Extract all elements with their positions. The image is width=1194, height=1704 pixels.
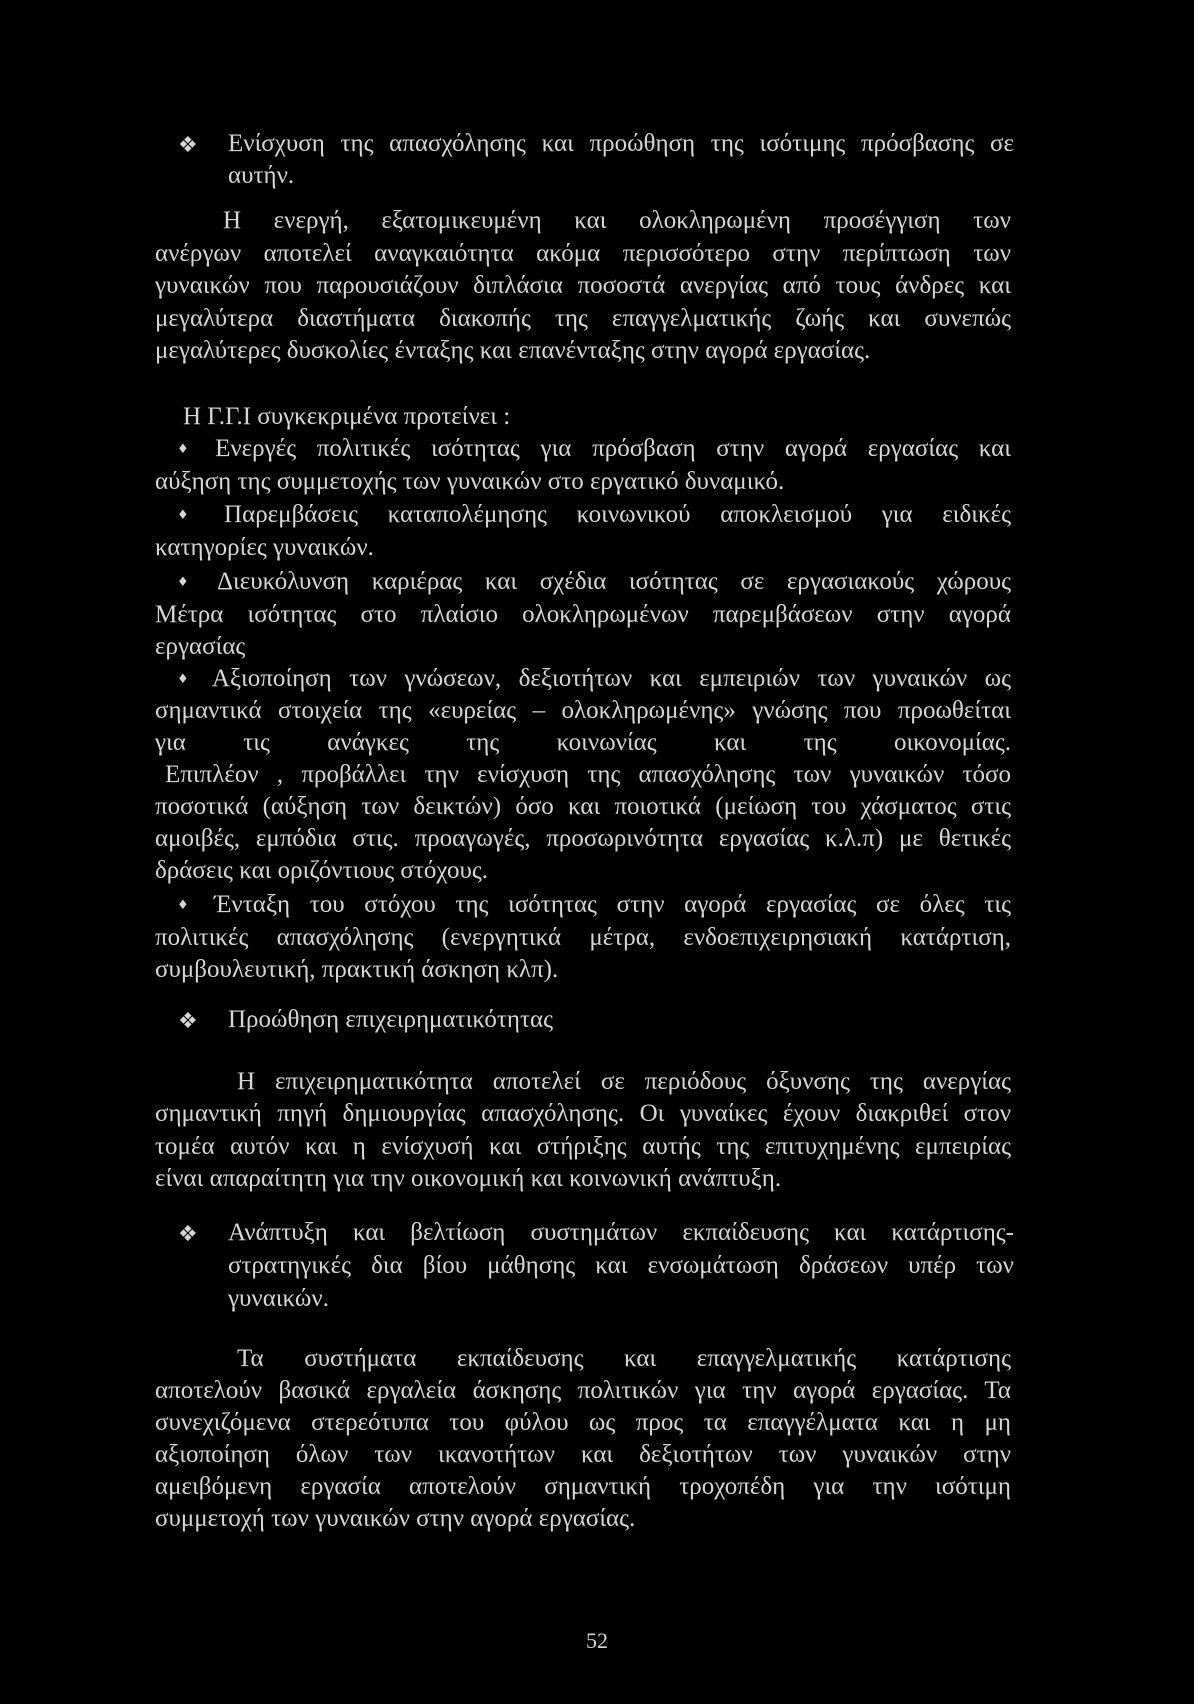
list-item — [177, 499, 1011, 533]
list-item-line: για τις ανάγκες της κοινωνίας και της οικονομίας. — [155, 729, 1011, 756]
paragraph-line: Η ενεργή, εξατομικευμένη και ολοκληρωμένη προσέγγιση των — [223, 207, 1011, 234]
paragraph-line: τομέα αυτόν και η ενίσχυσή και στήριξης αυτής της επιτυχημένης εμπειρίας — [155, 1133, 1011, 1160]
list-item-line: δράσεις και οριζόντιους στόχους. — [155, 857, 489, 884]
list-item-text: Ένταξη του στόχου της ισότητας στην αγορά εργασίας σε όλες τις — [214, 891, 1011, 918]
list-item-line: Επιπλέον , προβάλλει την ενίσχυση της απασχόλησης των γυναικών τόσο — [165, 761, 1011, 788]
paragraph-line: Η επιχειρηματικότητα αποτελεί σε περιόδους όξυνσης της ανεργίας — [237, 1068, 1011, 1095]
heading-line: αυτήν. — [228, 162, 295, 189]
list-item-line: αμοιβές, εμπόδια στις. προαγωγές, προσωρινότητα εργασίας κ.λ.π) με θετικές — [155, 825, 1011, 852]
heading-line: γυναικών. — [228, 1285, 329, 1312]
list-item-line: πολιτικές απασχόλησης (ενεργητικά μέτρα, ενδοεπιχειρησιακή κατάρτιση, — [155, 924, 1011, 951]
intro-line: Η Γ.Γ.Ι συγκεκριμένα προτείνει : — [183, 403, 511, 430]
paragraph-line: συμμετοχή των γυναικών στην αγορά εργασίας. — [155, 1505, 636, 1532]
diamond-bullet-icon: ♦ — [177, 898, 203, 913]
paragraph-line: γυναικών που παρουσιάζουν διπλάσια ποσοστά ανεργίας από τους άνδρες και — [155, 272, 1011, 299]
list-item-text: Παρεμβάσεις καταπολέμησης κοινωνικού αποκλεισμού για ειδικές — [224, 501, 1011, 528]
diamond-bullet-icon: ❖ — [178, 1009, 198, 1034]
paragraph-line: αποτελούν βασικά εργαλεία άσκησης πολιτικών για την αγορά εργασίας. Τα — [155, 1377, 1011, 1404]
list-item-text: Διευκόλυνση καριέρας και σχέδια ισότητας σε εργασιακούς χώρους — [216, 568, 1012, 595]
list-item-text: Αξιοποίηση των γνώσεων, δεξιοτήτων και εμπειριών των γυναικών ως — [211, 665, 1012, 692]
list-item — [177, 433, 1011, 467]
heading-line: Ανάπτυξη και βελτίωση συστημάτων εκπαίδευσης και κατάρτισης- — [228, 1219, 1014, 1246]
heading-line: στρατηγικές δια βίου μάθησης και ενσωμάτωση δράσεων υπέρ των — [228, 1252, 1014, 1279]
paragraph-line: είναι απαραίτητη για την οικονομική και κοινωνική ανάπτυξη. — [155, 1165, 782, 1192]
list-item-line: κατηγορίες γυναικών. — [155, 534, 374, 561]
paragraph-line: σημαντική πηγή δημιουργίας απασχόλησης. Οι γυναίκες έχουν διακριθεί στον — [155, 1100, 1011, 1127]
paragraph-line: μεγαλύτερα διαστήματα διακοπής της επαγγελματικής ζωής και συνεπώς — [155, 305, 1011, 332]
paragraph-line: Τα συστήματα εκπαίδευσης και επαγγελματικής κατάρτισης — [237, 1345, 1011, 1372]
paragraph-line: αξιοποίηση όλων των ικανοτήτων και δεξιοτήτων των γυναικών στην — [155, 1441, 1011, 1468]
diamond-bullet-icon: ♦ — [177, 672, 200, 687]
heading-line: Ενίσχυση της απασχόλησης και προώθηση της ισότιμης πρόσβασης σε — [228, 130, 1014, 157]
list-item-line: Μέτρα ισότητας στο πλαίσιο ολοκληρωμένων παρεμβάσεων στην αγορά — [155, 601, 1011, 628]
list-item-line: ποσοτικά (αύξηση των δεικτών) όσο και ποιοτικά (μείωση του χάσματος στις — [155, 793, 1011, 820]
list-item — [177, 889, 1011, 923]
diamond-bullet-icon: ❖ — [178, 1222, 198, 1247]
heading-line: Προώθηση επιχειρηματικότητας — [228, 1006, 554, 1033]
list-item-line: σημαντικά στοιχεία της «ευρείας – ολοκληρωμένης» γνώσης που προωθείται — [155, 697, 1011, 724]
diamond-bullet-icon: ❖ — [178, 133, 198, 158]
list-item-line: εργασίας — [155, 633, 246, 660]
paragraph-line: συνεχιζόμενα στερεότυπα του φύλου ως προς τα επαγγέλματα και η μη — [155, 1409, 1011, 1436]
diamond-bullet-icon: ♦ — [177, 575, 205, 590]
page-number: 52 — [586, 1628, 608, 1653]
paragraph-line: μεγαλύτερες δυσκολίες ένταξης και επανένταξης στην αγορά εργασίας. — [155, 337, 871, 364]
paragraph-line: αμειβόμενη εργασία αποτελούν σημαντική τροχοπέδη για την ισότιμη — [155, 1473, 1011, 1500]
list-item-text: Ενεργές πολιτικές ισότητας για πρόσβαση στην αγορά εργασίας και — [215, 435, 1011, 462]
diamond-bullet-icon: ♦ — [177, 508, 213, 523]
list-item-line: συμβουλευτική, πρακτική άσκηση κλπ). — [155, 956, 559, 983]
paragraph-line: ανέργων αποτελεί αναγκαιότητα ακόμα περισσότερο στην περίπτωση των — [155, 240, 1011, 267]
diamond-bullet-icon: ♦ — [177, 442, 204, 457]
list-item — [177, 663, 1011, 697]
list-item-line: αύξηση της συμμετοχής των γυναικών στο εργατικό δυναμικό. — [155, 468, 785, 495]
list-item — [177, 566, 1011, 600]
